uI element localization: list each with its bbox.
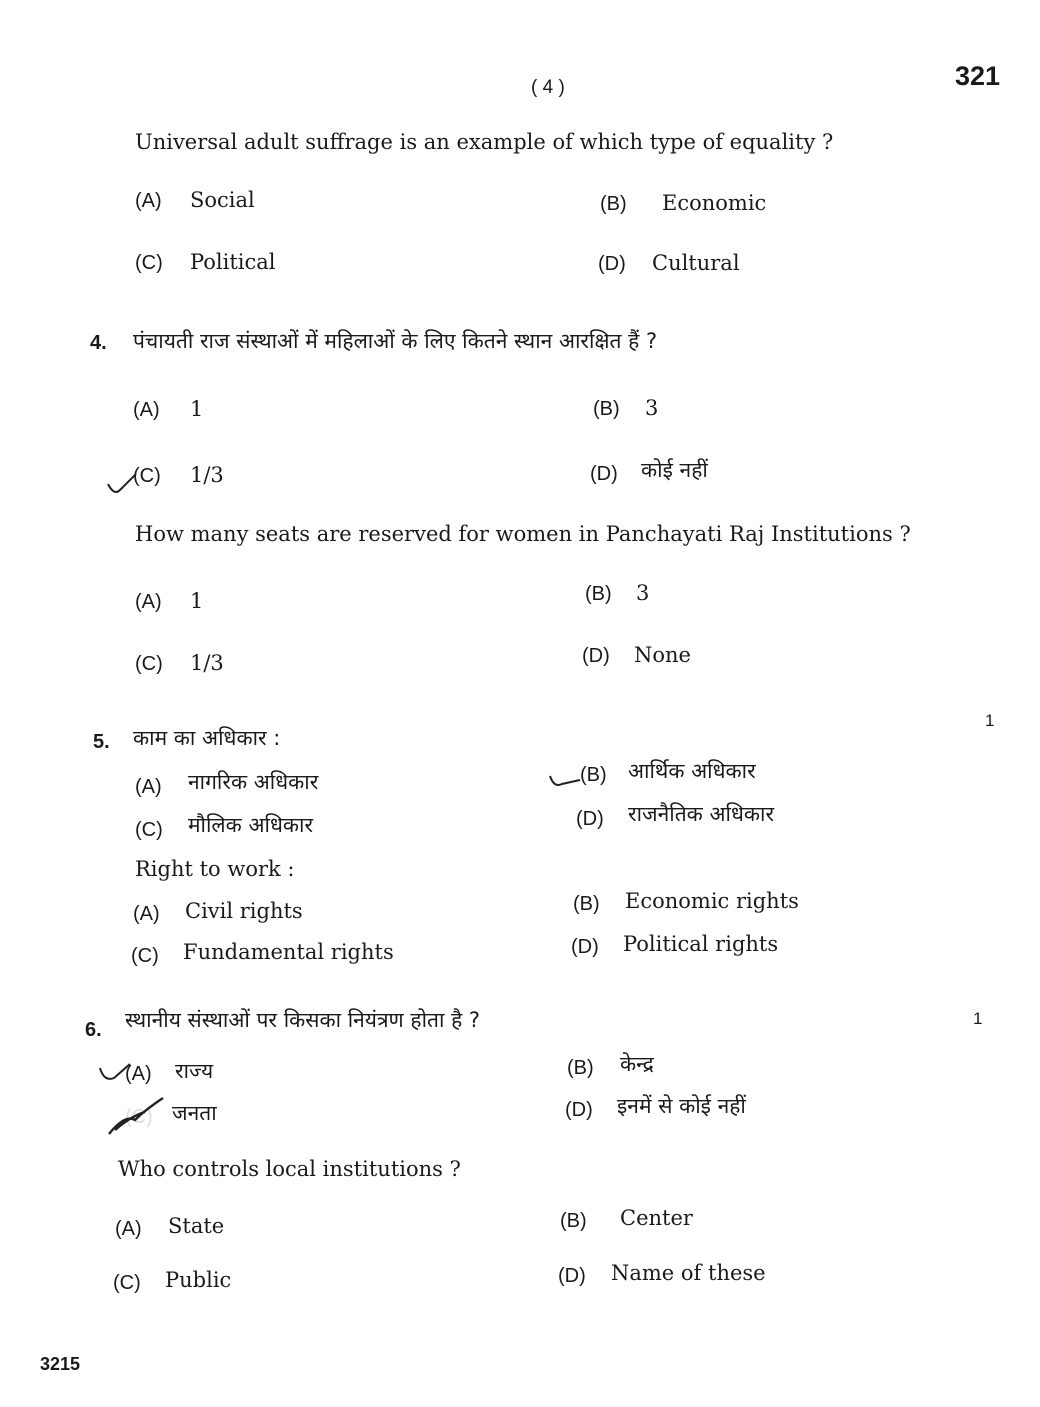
option-label: (C) bbox=[135, 252, 163, 274]
option-text: None bbox=[634, 643, 691, 667]
option-label: (A) bbox=[135, 776, 162, 798]
option-label: (B) bbox=[580, 764, 607, 786]
checkmark-icon bbox=[548, 766, 582, 790]
option-label: (A) bbox=[125, 1063, 152, 1085]
option-label: (D) bbox=[571, 936, 599, 958]
option-text: 1/3 bbox=[190, 651, 224, 675]
option-text: Fundamental rights bbox=[183, 940, 394, 964]
option-label: (B) bbox=[593, 398, 620, 420]
option-text: Social bbox=[190, 188, 255, 212]
question-5-hindi: काम का अधिकार : bbox=[133, 726, 281, 750]
option-text: जनता bbox=[172, 1101, 217, 1125]
question-4-english: How many seats are reserved for women in Panchayati Raj Institutions ? bbox=[135, 522, 911, 546]
marks: 1 bbox=[973, 1009, 983, 1028]
option-label: (A) bbox=[115, 1218, 142, 1240]
option-label: (D) bbox=[582, 645, 610, 667]
option-text: Cultural bbox=[652, 251, 740, 275]
option-text: 3 bbox=[636, 581, 650, 605]
option-text: 1 bbox=[190, 589, 204, 613]
option-label: (C) bbox=[135, 819, 163, 841]
option-label: (C) bbox=[113, 1272, 141, 1294]
option-text: Civil rights bbox=[185, 899, 303, 923]
option-text: 1/3 bbox=[190, 463, 224, 487]
option-text: 3 bbox=[645, 396, 659, 420]
option-text: राजनैतिक अधिकार bbox=[628, 802, 775, 826]
option-label: (D) bbox=[576, 808, 604, 830]
option-label: (C) bbox=[135, 653, 163, 675]
option-label: (B) bbox=[585, 583, 612, 605]
option-text: Public bbox=[165, 1268, 232, 1292]
option-label: (D) bbox=[598, 253, 626, 275]
option-text: Name of these bbox=[611, 1261, 766, 1285]
option-text: नागरिक अधिकार bbox=[188, 770, 319, 794]
question-5-english: Right to work : bbox=[135, 857, 295, 881]
question-4-hindi: पंचायती राज संस्थाओं में महिलाओं के लिए कितने स्थान आरक्षित हैं ? bbox=[133, 329, 658, 353]
option-text: 1 bbox=[190, 397, 204, 421]
question-number: 6. bbox=[85, 1019, 102, 1041]
option-label: (B) bbox=[600, 193, 627, 215]
option-label: (D) bbox=[565, 1099, 593, 1121]
option-label: (A) bbox=[133, 399, 160, 421]
question-6-english: Who controls local institutions ? bbox=[118, 1157, 461, 1181]
question-6-hindi: स्थानीय संस्थाओं पर किसका नियंत्रण होता है ? bbox=[125, 1008, 481, 1032]
option-text: राज्य bbox=[175, 1059, 214, 1083]
option-label: (B) bbox=[573, 893, 600, 915]
option-label: (A) bbox=[135, 190, 162, 212]
page-number: ( 4 ) bbox=[531, 77, 565, 98]
option-text: Political bbox=[190, 250, 276, 274]
option-text: Center bbox=[620, 1206, 693, 1230]
option-label: (C) bbox=[125, 1106, 153, 1128]
question-3-text: Universal adult suffrage is an example of which type of equality ? bbox=[135, 130, 834, 154]
option-text: मौलिक अधिकार bbox=[188, 813, 314, 837]
option-text: इनमें से कोई नहीं bbox=[617, 1094, 746, 1118]
option-text: केन्द्र bbox=[620, 1052, 654, 1076]
option-text: State bbox=[168, 1214, 225, 1238]
option-text: कोई नहीं bbox=[641, 458, 708, 482]
question-number: 4. bbox=[90, 332, 107, 354]
option-label: (C) bbox=[131, 945, 159, 967]
option-text: Political rights bbox=[623, 932, 779, 956]
option-label: (A) bbox=[135, 591, 162, 613]
option-label: (D) bbox=[558, 1265, 586, 1287]
option-label: (B) bbox=[560, 1210, 587, 1232]
marks: 1 bbox=[985, 711, 995, 730]
option-text: आर्थिक अधिकार bbox=[628, 759, 756, 783]
paper-code-bottom: 3215 bbox=[40, 1354, 81, 1374]
option-label: (A) bbox=[133, 903, 160, 925]
option-text: Economic rights bbox=[625, 889, 799, 913]
paper-code-top: 321 bbox=[955, 61, 1001, 91]
option-label: (D) bbox=[590, 463, 618, 485]
option-text: Economic bbox=[662, 191, 767, 215]
option-label: (C) bbox=[133, 465, 161, 487]
question-number: 5. bbox=[93, 731, 110, 753]
option-label: (B) bbox=[567, 1057, 594, 1079]
